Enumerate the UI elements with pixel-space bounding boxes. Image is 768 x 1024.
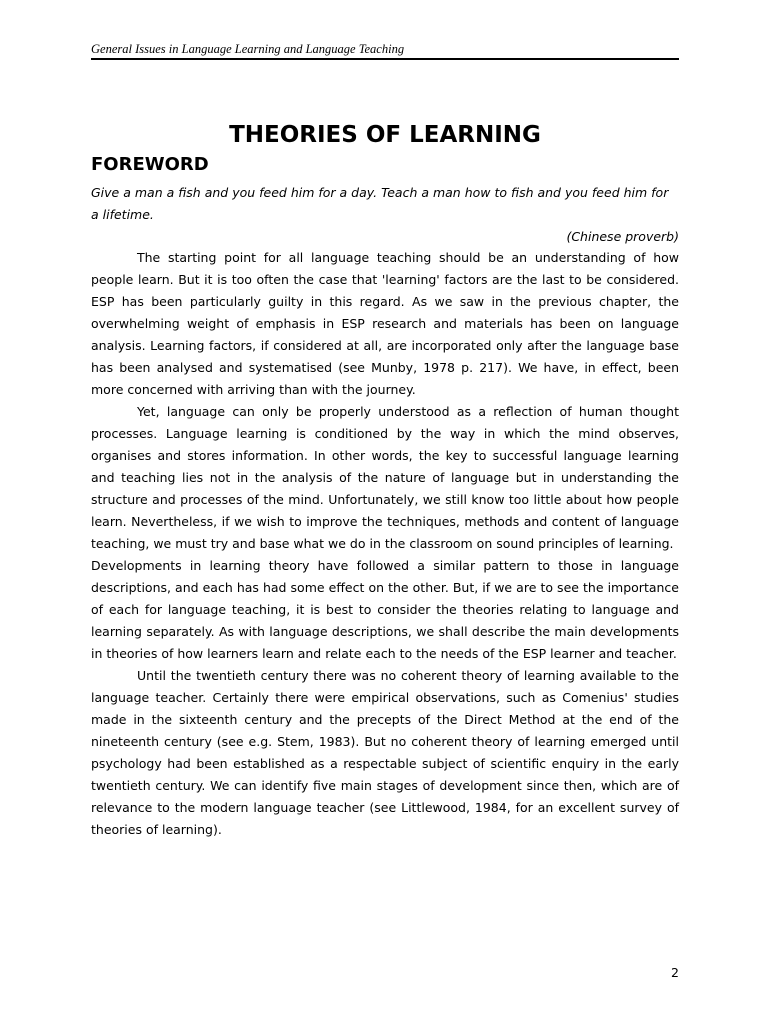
epigraph-quote: Give a man a fish and you feed him for a day. Teach a man how to fish and you feed him for a lifetime. [91,185,669,222]
paragraph: Until the twentieth century there was no coherent theory of learning available to the language teacher. Certainly there were empirical observations, such as Comenius' studies made in the sixteenth century and the precepts of the Direct Method at the end of the nineteenth century (see e.g. Stem, 1983). But no coherent theory of learning emerged until psychology had been established as a respectable subject of scientific enquiry in the early twentieth century. We can identify five main stages of development since then, which are of relevance to the modern language teacher (see Littlewood, 1984, for an excellent survey of theories of learning). [91,668,679,837]
paragraph: Yet, language can only be properly understood as a reflection of human thought processes. Language learning is conditioned by the way in which the mind observes, organises and stores information. In other words, the key to successful language learning and teaching lies not in the analysis of the nature of language but in understanding the structure and processes of the mind. Unfortunately, we still know too little about how people learn. Nevertheless, if we wish to improve the techniques, methods and content of language teaching, we must try and base what we do in the classroom on sound principles of learning. [91,404,679,551]
section-heading: FOREWORD [91,154,209,175]
page-number: 2 [671,965,679,980]
paragraph: The starting point for all language teaching should be an understanding of how people learn. But it is too often the case that 'learning' factors are the last to be considered. ESP has been particularly guilty in this regard. As we saw in the previous chapter, the overwhelming weight of emphasis in ESP research and materials has been on language analysis. Learning factors, if considered at all, are incorporated only after the language base has been analysed and systematised (see Munby, 1978 p. 217). We have, in effect, been more concerned with arriving than with the journey. [91,250,679,397]
epigraph-source: (Chinese proverb) [566,229,679,244]
page-title: THEORIES OF LEARNING [229,122,541,149]
header-rule [91,58,679,60]
running-header: General Issues in Language Learning and Language Teaching [91,42,405,56]
body-text [91,247,679,841]
paragraph: Developments in learning theory have followed a similar pattern to those in language descriptions, and each has had some effect on the other. But, if we are to see the importance of each for language teaching, it is best to consider the theories relating to language and learning separately. As with language descriptions, we shall describe the main developments in theories of how learners learn and relate each to the needs of the ESP learner and teacher. [91,558,679,661]
